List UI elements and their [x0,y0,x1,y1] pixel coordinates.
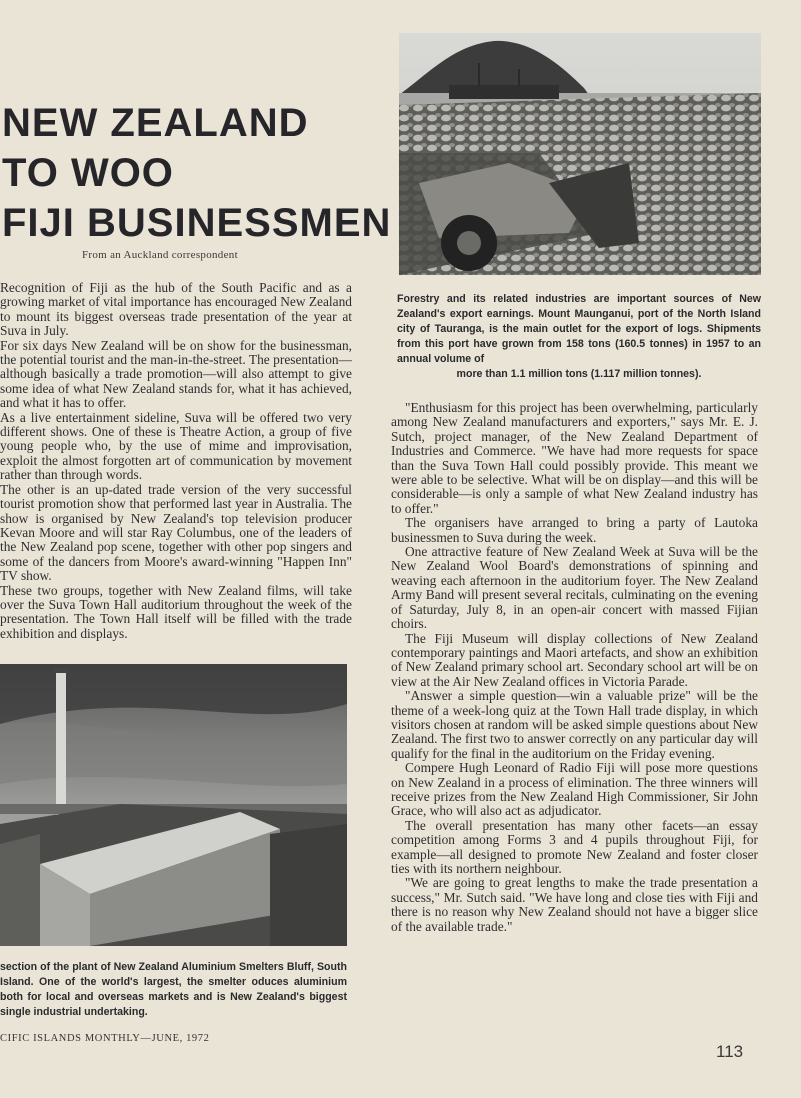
left-text-column [0,281,352,641]
paragraph: One attractive feature of New Zealand Week at Suva will be the New Zealand Wool Board's demonstrations of spinning and weaving each afternoon in the auditorium foyer. The New Zealand Army Band will present several recitals, culminating on the evening of Saturday, July 8, in an open-air concert with massed Fijian choirs. [391,544,758,632]
port-photo-caption [397,292,761,382]
smelter-plant-photo [0,664,347,946]
paragraph: "Answer a simple question—win a valuable prize" will be the theme of a week-long quiz at the Town Hall trade display, in which visitors chosen at random will be asked simple questions about New Zealand. The first two to answer correctly on any particular day will qualify for the final in the auditorium on the Friday evening. [391,688,758,761]
paragraph: Compere Hugh Leonard of Radio Fiji will pose more questions on New Zealand in a process of elimination. The three winners will receive prizes from the New Zealand High Commissioner, Sir John Grace, who will also act as adjudicator. [391,760,758,819]
article-byline: From an Auckland correspondent [82,249,238,261]
paragraph: Recognition of Fiji as the hub of the South Pacific and as a growing market of vital importance has encouraged New Zealand to mount its biggest overseas trade presentation of the year at Suva in July. [0,281,352,339]
smelter-photo-caption: section of the plant of New Zealand Aluminium Smelters Bluff, South Island. One of the world's largest, the smelter oduces aluminium both for local and overseas markets and is New Zealand's biggest single industrial undertaking. [0,961,347,1018]
port-logs-photo [399,33,761,275]
paragraph: "We are going to great lengths to make the trade presentation a success," Mr. Sutch said. "We have long and close ties with Fiji and there is no reason why New Zealand should not have a bigger slice of the available trade." [391,875,758,934]
caption-text-last-line: more than 1.1 million tons (1.117 million tonnes). [456,368,702,380]
paragraph: "Enthusiasm for this project has been overwhelming, particularly among New Zealand manufacturers and exporters," says Mr. E. J. Sutch, project manager, of the New Zealand Department of Industries and Commerce. "We have had more requests for space than the Suva Town Hall could possibly provide. This meant we were able to be selective. What will be on display—and this will be considerable—is only a sample of what New Zealand industry has to offer." [391,400,758,516]
publication-footer: CIFIC ISLANDS MONTHLY—JUNE, 1972 [0,1033,210,1044]
paragraph: These two groups, together with New Zealand films, will take over the Suva Town Hall auditorium throughout the week of the presentation. The Town Hall itself will be filled with the trade exhibition and displays. [0,582,352,641]
article-headline [2,98,392,248]
headline-line-1: NEW ZEALAND [2,101,309,145]
paragraph: The organisers have arranged to bring a party of Lautoka businessmen to Suva during the week. [391,515,758,545]
headline-line-3: FIJI BUSINESSMEN [2,201,392,245]
headline-line-2: TO WOO [2,151,174,195]
paragraph: The overall presentation has many other facets—an essay competition among Forms 3 and 4 pupils throughout Fiji, for example—all designed to promote New Zealand and foster closer ties with its northern neighbour. [391,817,758,876]
paragraph: As a live entertainment sideline, Suva will be offered two very different shows. One of these is Theatre Action, a group of five young people who, by the use of mime and improvisation, exploit the almost forgotten art of communication by movement rather than through words. [0,409,352,483]
paragraph: For six days New Zealand will be on show for the businessman, the potential tourist and the man-in-the-street. The presentation—although basically a trade promotion—will also attempt to give some idea of what New Zealand stands for, what it has achieved, and what it has to offer. [0,337,352,411]
page-number: 113 [716,1042,744,1061]
paragraph: The other is an up-dated trade version of the very successful tourist promotion show that performed last year in Australia. The show is organised by New Zealand's top television producer Kevan Moore and will star Ray Columbus, one of the leaders of the New Zealand pop scene, together with other pop singers and some of the dancers from Moore's award-winning "Happen Inn" TV show. [0,481,352,584]
paragraph: The Fiji Museum will display collections of New Zealand contemporary paintings and Maori artefacts, and show an exhibition of New Zealand primary school art. Secondary school art will be on view at the Air New Zealand offices in Victoria Parade. [391,630,758,689]
right-text-column [391,401,758,934]
caption-text: Forestry and its related industries are important sources of New Zealand's export earnings. Mount Maunganui, port of the North Island city of Tauranga, is the main outlet for the export of logs. Shipments from this port have grown from 158 tons (160.5 tonnes) in 1957 to an annual volume of [397,293,761,365]
